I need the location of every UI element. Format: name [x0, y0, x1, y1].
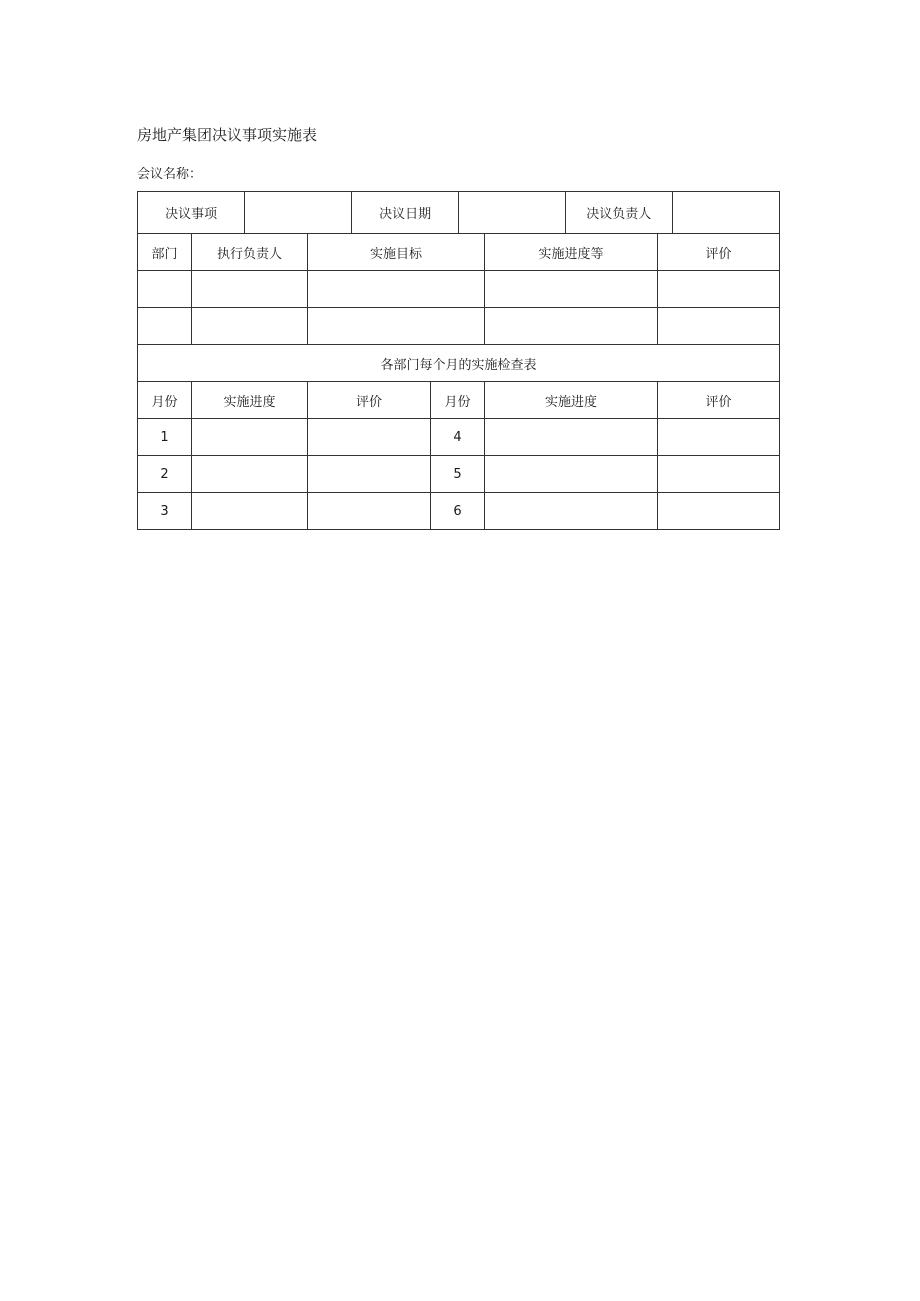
column-header-department: 部门 — [138, 234, 192, 271]
resolution-header-cell — [138, 192, 780, 234]
meeting-name-label: 会议名称： — [137, 167, 203, 182]
evaluation-cell[interactable] — [658, 456, 780, 493]
evaluation-cell[interactable] — [658, 493, 780, 530]
evaluation-cell[interactable] — [658, 271, 780, 308]
evaluation-cell[interactable] — [658, 419, 780, 456]
column-header-progress-right: 实施进度 — [485, 382, 658, 419]
department-header-row — [138, 234, 780, 271]
progress-cell[interactable] — [485, 419, 658, 456]
table-row — [138, 308, 780, 345]
column-header-evaluation: 评价 — [658, 234, 780, 271]
resolution-owner-label: 决议负责人 — [565, 192, 672, 233]
progress-cell[interactable] — [192, 493, 308, 530]
resolution-header-grid — [138, 192, 779, 233]
monthly-check-title: 各部门每个月的实施检查表 — [138, 345, 780, 382]
month-cell: 1 — [138, 419, 192, 456]
month-cell: 5 — [431, 456, 485, 493]
resolution-owner-value[interactable] — [672, 192, 779, 233]
document-title: 房地产集团决议事项实施表 — [137, 126, 318, 144]
resolution-header-row — [138, 192, 780, 234]
table-row — [138, 456, 780, 493]
monthly-check-title-row — [138, 345, 780, 382]
column-header-progress: 实施进度等 — [485, 234, 658, 271]
month-cell: 3 — [138, 493, 192, 530]
executor-cell[interactable] — [192, 308, 308, 345]
progress-cell[interactable] — [192, 419, 308, 456]
column-header-evaluation-left: 评价 — [308, 382, 431, 419]
progress-cell[interactable] — [485, 271, 658, 308]
column-header-month-right: 月份 — [431, 382, 485, 419]
department-cell[interactable] — [138, 271, 192, 308]
progress-cell[interactable] — [485, 456, 658, 493]
evaluation-cell[interactable] — [308, 493, 431, 530]
progress-cell[interactable] — [485, 493, 658, 530]
month-cell: 6 — [431, 493, 485, 530]
resolution-date-label: 决议日期 — [352, 192, 459, 233]
resolution-matter-label: 决议事项 — [138, 192, 245, 233]
column-header-executor: 执行负责人 — [192, 234, 308, 271]
evaluation-cell[interactable] — [658, 308, 780, 345]
department-cell[interactable] — [138, 308, 192, 345]
column-header-evaluation-right: 评价 — [658, 382, 780, 419]
column-header-month-left: 月份 — [138, 382, 192, 419]
monthly-check-header-row — [138, 382, 780, 419]
evaluation-cell[interactable] — [308, 419, 431, 456]
executor-cell[interactable] — [192, 271, 308, 308]
resolution-matter-value[interactable] — [245, 192, 352, 233]
evaluation-cell[interactable] — [308, 456, 431, 493]
table-row — [138, 419, 780, 456]
month-cell: 2 — [138, 456, 192, 493]
month-cell: 4 — [431, 419, 485, 456]
target-cell[interactable] — [308, 271, 485, 308]
resolution-date-value[interactable] — [458, 192, 565, 233]
table-row — [138, 271, 780, 308]
column-header-target: 实施目标 — [308, 234, 485, 271]
resolution-implementation-table — [137, 191, 780, 530]
target-cell[interactable] — [308, 308, 485, 345]
progress-cell[interactable] — [485, 308, 658, 345]
progress-cell[interactable] — [192, 456, 308, 493]
table-row — [138, 493, 780, 530]
column-header-progress-left: 实施进度 — [192, 382, 308, 419]
